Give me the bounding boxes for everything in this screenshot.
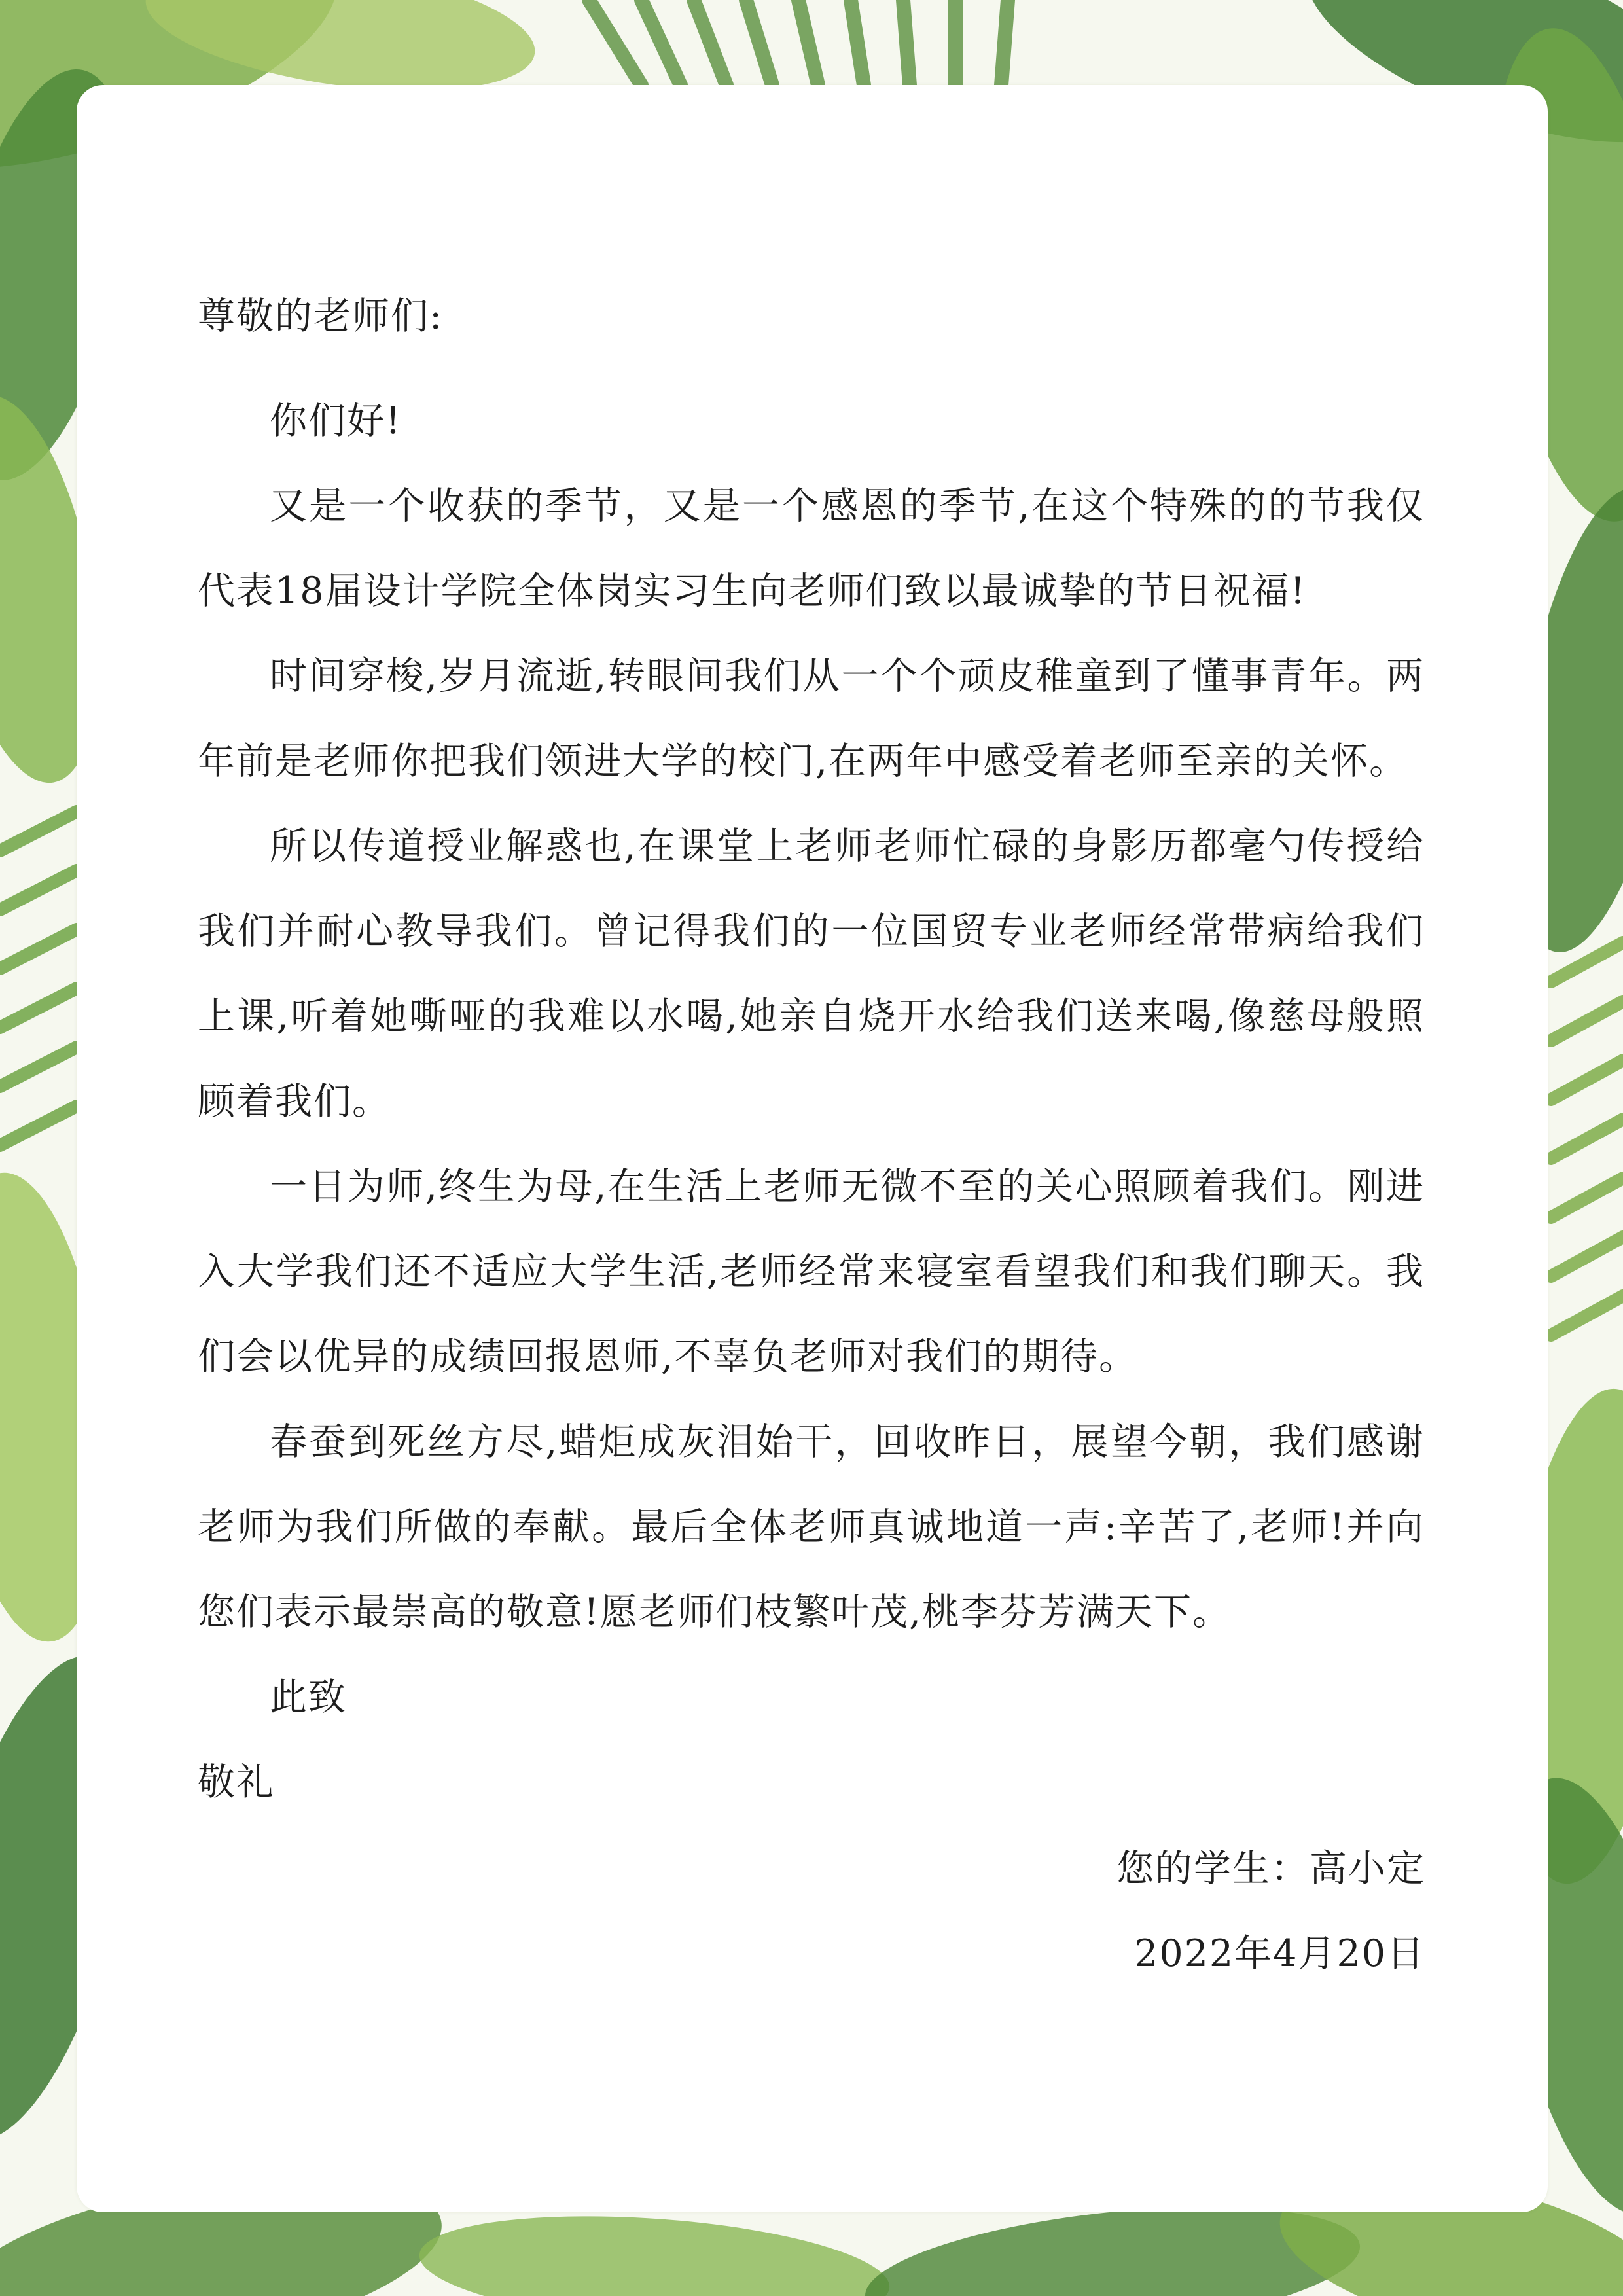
letter-paragraph: 一日为师,终生为母,在生活上老师无微不至的关心照顾着我们。刚进入大学我们还不适应大学生活,老师经常来寝室看望我们和我们聊天。我们会以优异的成绩回报恩师,不辜负老师对我们的期待。 <box>198 1165 1425 1378</box>
letter-paragraph: 又是一个收获的季节，又是一个感恩的季节,在这个特殊的的节我仅代表18届设计学院全体岗实习生向老师们致以最诚挚的节日祝福! <box>198 484 1425 613</box>
letter-greeting: 你们好! <box>270 399 402 442</box>
letter-body <box>198 378 1425 1655</box>
letter-closing-cizhi: 此致 <box>270 1676 347 1719</box>
letter-signature: 您的学生：高小定 <box>1116 1847 1425 1890</box>
letter-paragraph: 时间穿梭,岁月流逝,转眼间我们从一个个顽皮稚童到了懂事青年。两年前是老师你把我们领进大学的校门,在两年中感受着老师至亲的关怀。 <box>198 655 1425 783</box>
letter-closing-jingli: 敬礼 <box>198 1761 275 1804</box>
letter-paragraph: 所以传道授业解惑也,在课堂上老师老师忙碌的身影历都毫勺传授给我们并耐心教导我们。曾记得我们的一位国贸专业老师经常带病给我们上课,听着她嘶哑的我难以水喝,她亲自烧开水给我们送来喝,像慈母般照顾着我们。 <box>198 825 1425 1123</box>
letter-salutation: 尊敬的老师们: <box>198 295 444 338</box>
letter-date: 2022年4月20日 <box>1134 1932 1425 1975</box>
letter-paragraph: 春蚕到死丝方尽,蜡炬成灰泪始干，回收昨日，展望今朝，我们感谢老师为我们所做的奉献。最后全体老师真诚地道一声:辛苦了,老师!并向您们表示最崇高的敬意!愿老师们枝繁叶茂,桃李芬芳满天下。 <box>198 1420 1425 1634</box>
